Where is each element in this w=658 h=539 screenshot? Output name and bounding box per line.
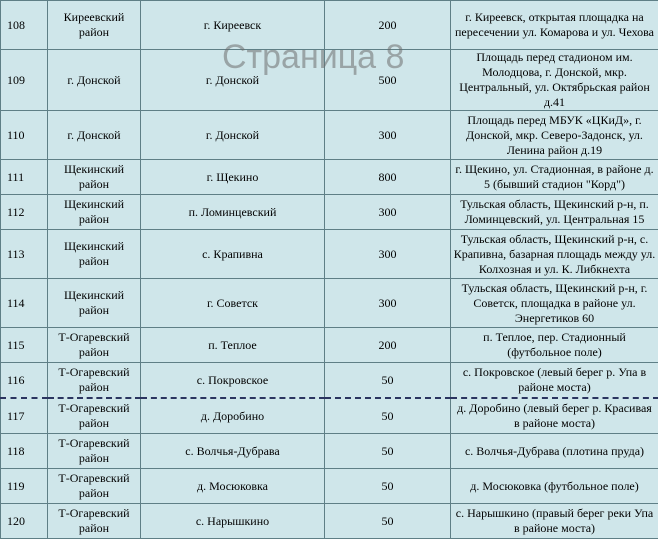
town-cell: п. Теплое: [141, 328, 325, 363]
table-row: [1, 504, 658, 539]
capacity-cell: 500: [325, 50, 451, 111]
district-cell: Щекинский район: [48, 195, 141, 230]
district-cell: Щекинский район: [48, 160, 141, 195]
row-number: 108: [1, 1, 48, 50]
place-cell: с. Волчья-Дубрава (плотина пруда): [451, 434, 658, 469]
capacity-cell: 200: [325, 1, 451, 50]
capacity-cell: 50: [325, 398, 451, 434]
town-cell: с. Покровское: [141, 363, 325, 399]
town-cell: с. Крапивна: [141, 230, 325, 279]
row-number: 114: [1, 279, 48, 328]
page-watermark: Страница 8: [222, 38, 404, 77]
row-number: 116: [1, 363, 48, 399]
town-cell: г. Киреевск: [141, 1, 325, 50]
table-row: [1, 434, 658, 469]
district-cell: Щекинский район: [48, 230, 141, 279]
row-number: 109: [1, 50, 48, 111]
district-cell: г. Донской: [48, 111, 141, 160]
town-cell: п. Ломинцевский: [141, 195, 325, 230]
town-cell: д. Доробино: [141, 398, 325, 434]
place-cell: г. Щекино, ул. Стадионная, в районе д. 5 (бывший стадион "Корд"): [451, 160, 658, 195]
town-cell: г. Щекино: [141, 160, 325, 195]
place-cell: с. Нарышкино (правый берег реки Упа в районе моста): [451, 504, 658, 539]
capacity-cell: 300: [325, 279, 451, 328]
table-row: [1, 230, 658, 279]
town-cell: с. Нарышкино: [141, 504, 325, 539]
district-cell: г. Донской: [48, 50, 141, 111]
row-number: 112: [1, 195, 48, 230]
place-cell: Тульская область, Щекинский р-н, с. Крапивна, базарная площадь между ул. Колхозная и ул. К. Либкнехта: [451, 230, 658, 279]
place-cell: Площадь перед стадионом им. Молодцова, г. Донской, мкр. Центральный, ул. Октябрьская район д.41: [451, 50, 658, 111]
capacity-cell: 800: [325, 160, 451, 195]
district-cell: Т-Огаревский район: [48, 434, 141, 469]
table-row: [1, 398, 658, 434]
table-row: [1, 111, 658, 160]
row-number: 117: [1, 398, 48, 434]
row-number: 118: [1, 434, 48, 469]
district-cell: Киреевский район: [48, 1, 141, 50]
table-row: [1, 279, 658, 328]
capacity-cell: 50: [325, 363, 451, 399]
district-cell: Т-Огаревский район: [48, 328, 141, 363]
row-number: 119: [1, 469, 48, 504]
town-cell: с. Волчья-Дубрава: [141, 434, 325, 469]
place-cell: п. Теплое, пер. Стадионный (футбольное поле): [451, 328, 658, 363]
capacity-cell: 50: [325, 434, 451, 469]
capacity-cell: 200: [325, 328, 451, 363]
capacity-cell: 300: [325, 230, 451, 279]
capacity-cell: 50: [325, 504, 451, 539]
capacity-cell: 300: [325, 111, 451, 160]
place-cell: г. Киреевск, открытая площадка на пересечении ул. Комарова и ул. Чехова: [451, 1, 658, 50]
town-cell: д. Мосюковка: [141, 469, 325, 504]
table-row: [1, 195, 658, 230]
place-cell: Тульская область, Щекинский р-н, г. Советск, площадка в районе ул. Энергетиков 60: [451, 279, 658, 328]
row-number: 111: [1, 160, 48, 195]
table-row: [1, 50, 658, 111]
district-cell: Т-Огаревский район: [48, 363, 141, 399]
town-cell: г. Советск: [141, 279, 325, 328]
place-cell: Тульская область, Щекинский р-н, п. Ломинцевский, ул. Центральная 15: [451, 195, 658, 230]
table-row: [1, 1, 658, 50]
table-row: [1, 363, 658, 399]
place-cell: с. Покровское (левый берег р. Упа в районе моста): [451, 363, 658, 399]
table-row: [1, 469, 658, 504]
capacity-cell: 50: [325, 469, 451, 504]
capacity-cell: 300: [325, 195, 451, 230]
place-cell: д. Доробино (левый берег р. Красивая в районе моста): [451, 398, 658, 434]
town-cell: г. Донской: [141, 111, 325, 160]
table-row: [1, 160, 658, 195]
place-cell: д. Мосюковка (футбольное поле): [451, 469, 658, 504]
row-number: 113: [1, 230, 48, 279]
row-number: 110: [1, 111, 48, 160]
place-cell: Площадь перед МБУК «ЦКиД», г. Донской, мкр. Северо-Задонск, ул. Ленина район д.19: [451, 111, 658, 160]
district-cell: Т-Огаревский район: [48, 504, 141, 539]
town-cell: г. Донской: [141, 50, 325, 111]
row-number: 115: [1, 328, 48, 363]
district-cell: Т-Огаревский район: [48, 469, 141, 504]
table-row: [1, 328, 658, 363]
district-cell: Т-Огаревский район: [48, 398, 141, 434]
district-cell: Щекинский район: [48, 279, 141, 328]
row-number: 120: [1, 504, 48, 539]
